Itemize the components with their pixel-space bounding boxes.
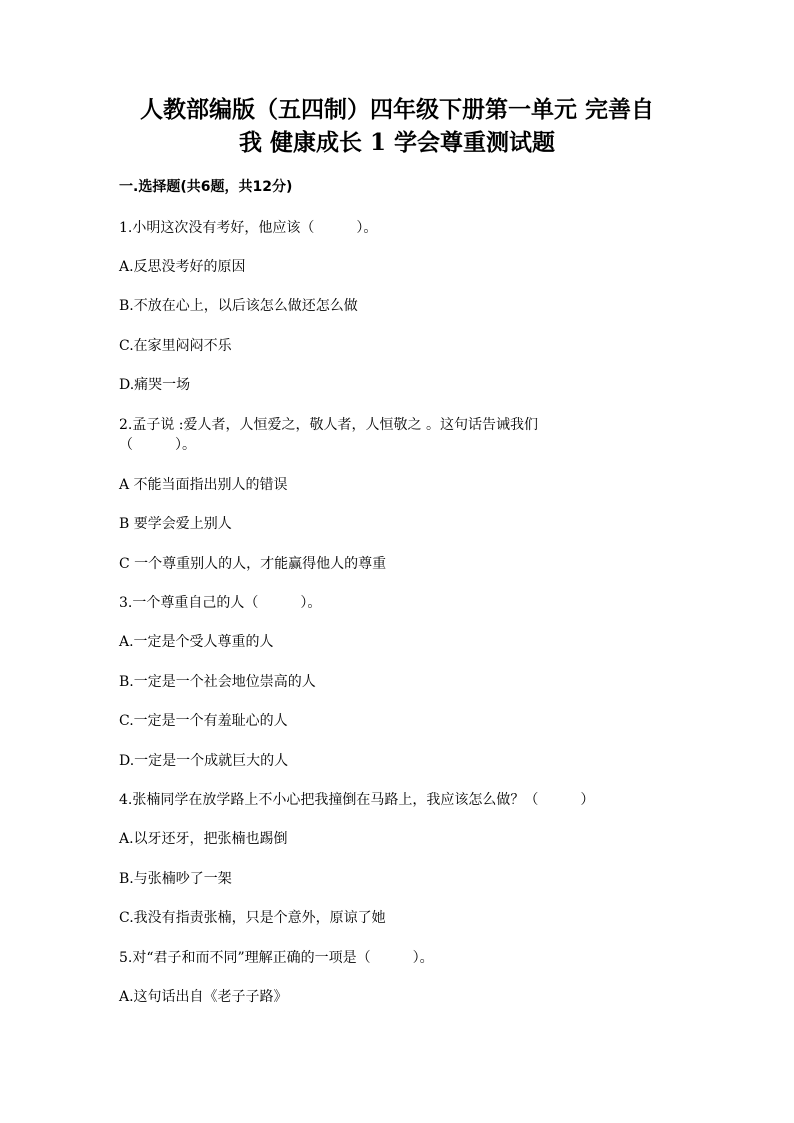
question-3-option-d: D.一定是一个成就巨大的人 xyxy=(119,753,289,769)
question-1-stem: 1.小明这次没有考好，他应该（ ）。 xyxy=(119,220,378,236)
question-3-option-a: A.一定是个受人尊重的人 xyxy=(119,634,274,650)
page-title-line-2: 我 健康成长 1 学会尊重测试题 xyxy=(238,129,556,156)
question-2-stem-line-2: （ ）。 xyxy=(119,437,196,453)
question-3-stem: 3.一个尊重自己的人（ ）。 xyxy=(119,595,322,611)
question-2-stem-line-1: 2.孟子说 :爱人者，人恒爱之，敬人者，人恒敬之 。这句话告诫我们 xyxy=(119,417,538,433)
page-title-line-1: 人教部编版（五四制）四年级下册第一单元 完善自 xyxy=(139,96,654,123)
question-1-option-a: A.反思没考好的原因 xyxy=(119,259,246,275)
question-2-option-b: B 要学会爱上别人 xyxy=(119,516,232,532)
question-4-stem: 4.张楠同学在放学路上不小心把我撞倒在马路上，我应该怎么做？（ ） xyxy=(119,792,595,808)
question-1-option-b: B.不放在心上，以后该怎么做还怎么做 xyxy=(119,298,358,314)
section-heading: 一.选择题(共6题，共12分) xyxy=(119,179,293,195)
question-3-option-c: C.一定是一个有羞耻心的人 xyxy=(119,713,288,729)
question-1-option-d: D.痛哭一场 xyxy=(119,377,191,393)
question-3-option-b: B.一定是一个社会地位崇高的人 xyxy=(119,674,316,690)
question-4-option-a: A.以牙还牙，把张楠也踢倒 xyxy=(119,831,288,847)
question-4-option-b: B.与张楠吵了一架 xyxy=(119,871,232,887)
question-5-stem: 5.对“君子和而不同”理解正确的一项是（ ）。 xyxy=(119,950,434,966)
question-2-option-a: A 不能当面指出别人的错误 xyxy=(119,477,288,493)
question-5-option-a: A.这句话出自《老子子路》 xyxy=(119,989,288,1005)
question-2-option-c: C 一个尊重别人的人，才能赢得他人的尊重 xyxy=(119,556,387,572)
question-4-option-c: C.我没有指责张楠，只是个意外，原谅了她 xyxy=(119,910,386,926)
question-1-option-c: C.在家里闷闷不乐 xyxy=(119,338,232,354)
